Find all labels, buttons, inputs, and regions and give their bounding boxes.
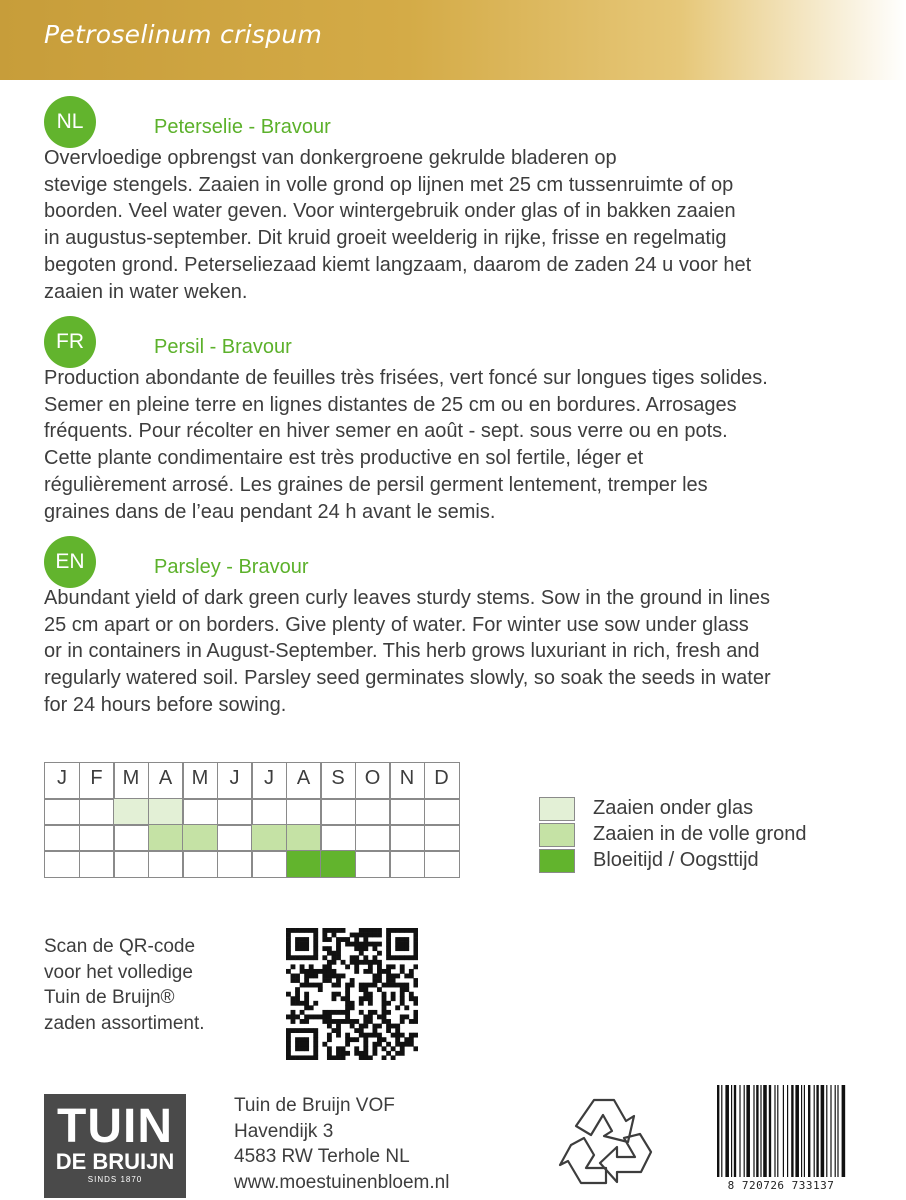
month-label: N: [399, 767, 415, 789]
language-badge-en: EN: [44, 536, 96, 588]
month-label: S: [331, 767, 345, 789]
qr-code[interactable]: [286, 928, 418, 1060]
month-header-cell: [217, 762, 253, 800]
latin-name: Petroselinum crispum: [44, 20, 323, 49]
calendar-cell: [79, 824, 115, 852]
month-label: J: [57, 767, 67, 789]
month-label: O: [364, 767, 381, 789]
legend-swatch: [539, 797, 575, 821]
section-en: [44, 536, 874, 726]
calendar-cell: [182, 850, 218, 878]
desc-line: Overvloedige opbrengst van donkergroene gekrulde bladeren op: [44, 147, 617, 169]
calendar-cell: [320, 850, 356, 878]
website-link[interactable]: www.moestuinenbloem.nl: [234, 1171, 450, 1193]
month-header-cell: [44, 762, 80, 800]
calendar-cell: [217, 850, 253, 878]
calendar-cell: [44, 850, 80, 878]
desc-line: stevige stengels. Zaaien in volle grond op lijnen met 25 cm tussenruimte of op: [44, 173, 734, 196]
legend-label: Bloeitijd / Oogsttijd: [593, 849, 759, 871]
calendar-cell: [320, 798, 356, 826]
desc-line: Production abondante de feuilles très frisées, vert foncé sur longues tiges solides.: [44, 367, 768, 389]
calendar-cell: [148, 850, 184, 878]
recycle-icon: [556, 1090, 666, 1195]
calendar-cell: [251, 824, 287, 852]
calendar-cell: [286, 798, 322, 826]
calendar-cell: [182, 798, 218, 826]
month-header-cell: [286, 762, 322, 800]
calendar-cell: [79, 798, 115, 826]
calendar-cell: [424, 824, 460, 852]
desc-line: in augustus-september. Dit kruid groeit weelderig in rijke, frisse en regelmatig: [44, 227, 727, 250]
month-label: D: [434, 767, 449, 789]
language-badge-nl: NL: [44, 96, 96, 148]
calendar-cell: [148, 824, 184, 852]
barcode-bars: [711, 1085, 851, 1180]
calendar-cell: [389, 824, 425, 852]
logo-text-tuin: TUIN: [57, 1100, 173, 1153]
calendar-cell: [113, 850, 149, 878]
qr-caption: [44, 934, 205, 1036]
month-label: J: [229, 767, 240, 789]
address-line: Havendijk 3: [234, 1120, 334, 1142]
desc-line: Abundant yield of dark green curly leaves sturdy stems. Sow in the ground in lines: [44, 587, 770, 609]
qr-caption-line: Scan de QR-code: [44, 936, 196, 957]
calendar-cell: [424, 798, 460, 826]
calendar-cell: [389, 798, 425, 826]
calendar-cell: [182, 824, 218, 852]
month-label: M: [122, 767, 140, 789]
desc-line: zaaien in water weken.: [44, 280, 248, 303]
month-label: F: [90, 767, 103, 789]
calendar-cell: [251, 798, 287, 826]
month-label: M: [191, 767, 209, 789]
qr-caption-line: voor het volledige: [44, 961, 193, 983]
calendar-cell: [217, 798, 253, 826]
calendar-cell: [389, 850, 425, 878]
legend-label: Zaaien onder glas: [593, 797, 754, 819]
calendar-cell: [355, 850, 391, 878]
calendar-cell: [251, 850, 287, 878]
desc-line: begoten grond. Peterseliezaad kiemt langzaam, daarom de zaden 24 u voor het: [44, 253, 752, 276]
month-header-cell: [251, 762, 287, 800]
language-badge-fr: FR: [44, 316, 96, 368]
month-label: J: [264, 767, 274, 789]
company-address: [234, 1093, 449, 1195]
calendar-cell: [217, 824, 253, 852]
calendar-cell: [113, 824, 149, 852]
calendar-cell: [355, 798, 391, 826]
desc-line: fréquents. Pour récolter en hiver semer en août - sept. sous verre ou en pots.: [44, 420, 728, 443]
month-header-cell: [320, 762, 356, 800]
calendar-cell: [44, 798, 80, 826]
month-header-cell: [424, 762, 460, 800]
brand-logo: [44, 1094, 186, 1198]
month-header-cell: [79, 762, 115, 800]
calendar-cell: [355, 824, 391, 852]
desc-line: boorden. Veel water geven. Voor wintergebruik onder glas of in bakken zaaien: [44, 200, 736, 223]
calendar-cell: [113, 798, 149, 826]
desc-line: Cette plante condimentaire est très productive en sol fertile, léger et: [44, 447, 644, 470]
calendar-cell: [320, 824, 356, 852]
desc-line: Semer en pleine terre en lignes distantes de 25 cm ou en bordures. Arrosages: [44, 393, 737, 416]
logo-text-de-bruijn: DE BRUIJN: [55, 1149, 175, 1174]
description-nl: [44, 145, 874, 305]
address-line: Tuin de Bruijn VOF: [234, 1095, 395, 1116]
barcode: [711, 1085, 851, 1200]
desc-line: régulièrement arrosé. Les graines de persil germent lentement, tremper les: [44, 473, 708, 496]
calendar-cell: [79, 850, 115, 878]
legend-swatch: [539, 849, 575, 873]
month-header-cell: [148, 762, 184, 800]
calendar-cell: [424, 850, 460, 878]
month-label: A: [296, 767, 311, 789]
header-banner: [0, 0, 906, 80]
qr-caption-line: Tuin de Bruijn®: [44, 987, 175, 1008]
month-label: A: [158, 767, 173, 789]
desc-line: 25 cm apart or on borders. Give plenty of water. For winter use sow under glass: [44, 613, 749, 636]
legend-swatch: [539, 823, 575, 847]
legend-label: Zaaien in de volle grond: [593, 823, 807, 845]
variety-name-en: Parsley - Bravour: [154, 556, 309, 578]
address-line: 4583 RW Terhole NL: [234, 1146, 410, 1167]
month-header-cell: [355, 762, 391, 800]
barcode-number: 8 720726 733137: [727, 1179, 835, 1192]
variety-name-nl: Peterselie - Bravour: [154, 116, 331, 138]
calendar-cell: [286, 824, 322, 852]
desc-line: graines dans de l’eau pendant 24 h avant le semis.: [44, 500, 496, 523]
month-header-cell: [182, 762, 218, 800]
desc-line: for 24 hours before sowing.: [44, 693, 287, 716]
section-nl: [44, 96, 874, 311]
logo-text-since: SINDS 1870: [87, 1175, 143, 1184]
section-fr: [44, 316, 874, 531]
desc-line: regularly watered soil. Parsley seed germinates slowly, so soak the seeds in water: [44, 667, 771, 690]
month-header-cell: [389, 762, 425, 800]
variety-name-fr: Persil - Bravour: [154, 336, 292, 358]
calendar-cell: [286, 850, 322, 878]
month-header-cell: [113, 762, 149, 800]
description-en: [44, 585, 874, 719]
calendar-cell: [148, 798, 184, 826]
description-fr: [44, 365, 874, 525]
qr-caption-line: zaden assortiment.: [44, 1012, 205, 1034]
desc-line: or in containers in August-September. This herb grows luxuriant in rich, fresh and: [44, 640, 760, 663]
calendar-cell: [44, 824, 80, 852]
